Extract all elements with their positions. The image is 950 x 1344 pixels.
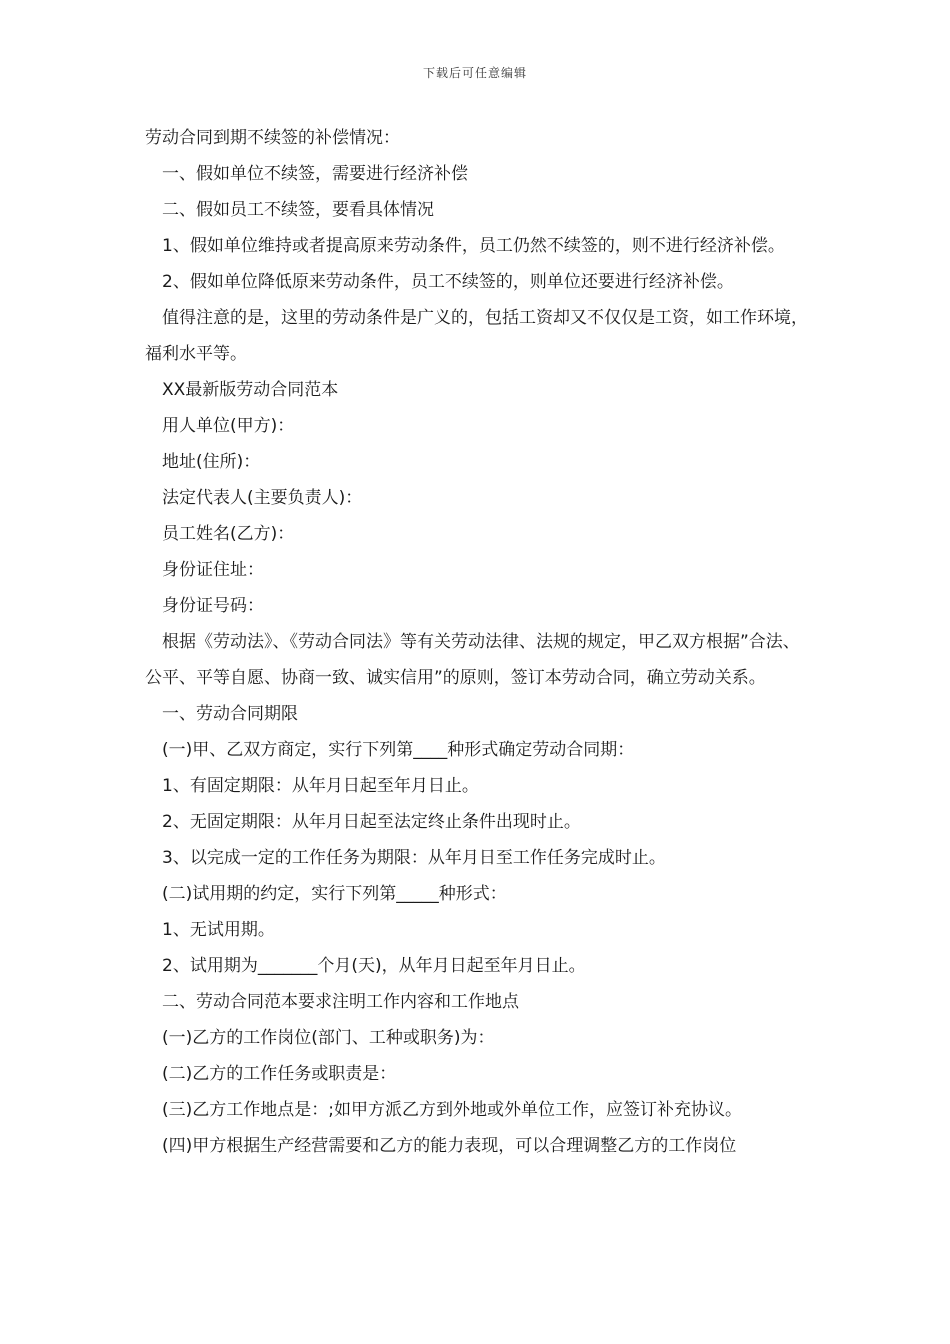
clause: (四)甲方根据生产经营需要和乙方的能力表现，可以合理调整乙方的工作岗位 (162, 1136, 737, 1156)
field-label: 身份证号码： (162, 596, 264, 616)
clause-item: 1、有固定期限：从年月日起至年月日止。 (162, 776, 479, 796)
section-title: XX最新版劳动合同范本 (162, 380, 339, 400)
field-label: 法定代表人(主要负责人)： (162, 488, 363, 508)
paragraph: 2、假如单位降低原来劳动条件，员工不续签的，则单位还要进行经济补偿。 (162, 272, 734, 292)
clause: (三)乙方工作地点是：;如甲方派乙方到外地或外单位工作，应签订补充协议。 (162, 1100, 742, 1120)
clause-item: 2、无固定期限：从年月日起至法定终止条件出现时止。 (162, 812, 581, 832)
paragraph: 劳动合同到期不续签的补偿情况： (145, 128, 400, 148)
paragraph: 一、假如单位不续签，需要进行经济补偿 (162, 164, 468, 184)
section-heading: 一、劳动合同期限 (162, 704, 298, 724)
paragraph: 值得注意的是，这里的劳动条件是广义的，包括工资却又不仅仅是工资，如工作环境，福利水平等。 (145, 308, 808, 364)
clause: (二)试用期的约定，实行下列第_____种形式： (162, 884, 507, 904)
section-heading: 二、劳动合同范本要求注明工作内容和工作地点 (162, 992, 519, 1012)
field-label: 用人单位(甲方)： (162, 416, 295, 436)
field-label: 员工姓名(乙方)： (162, 524, 295, 544)
field-label: 地址(住所)： (162, 452, 261, 472)
clause: (一)甲、乙双方商定，实行下列第____种形式确定劳动合同期： (162, 740, 635, 760)
page-header: 下载后可任意编辑 (422, 66, 527, 80)
field-label: 身份证住址： (162, 560, 264, 580)
paragraph: 1、假如单位维持或者提高原来劳动条件，员工仍然不续签的，则不进行经济补偿。 (162, 236, 785, 256)
document-body (145, 120, 810, 1164)
paragraph: 根据《劳动法》、《劳动合同法》等有关劳动法律、法规的规定，甲乙双方根据”合法、公平、平等自愿、协商一致、诚实信用”的原则，签订本劳动合同，确立劳动关系。 (145, 632, 800, 688)
paragraph: 二、假如员工不续签，要看具体情况 (162, 200, 434, 220)
clause-item: 2、试用期为_______个月(天)，从年月日起至年月日止。 (162, 956, 586, 976)
clause: (二)乙方的工作任务或职责是： (162, 1064, 397, 1084)
clause-item: 1、无试用期。 (162, 920, 275, 940)
clause-item: 3、以完成一定的工作任务为期限：从年月日至工作任务完成时止。 (162, 848, 666, 868)
clause: (一)乙方的工作岗位(部门、工种或职务)为： (162, 1028, 495, 1048)
